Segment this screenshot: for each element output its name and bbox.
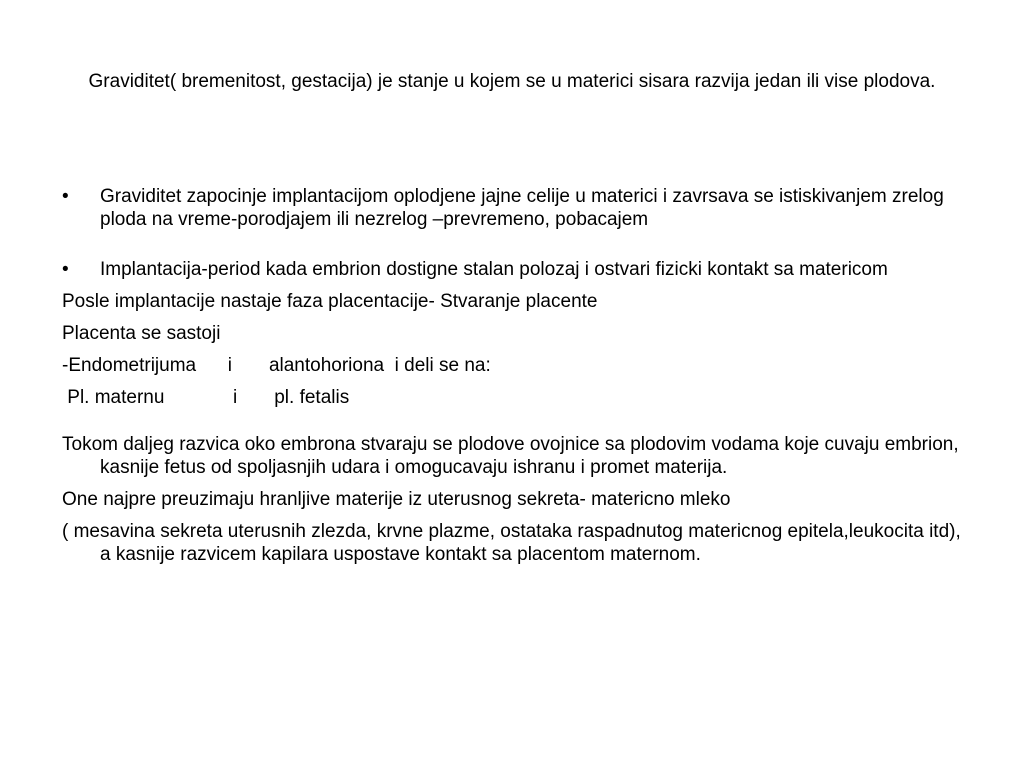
paragraph-matericno-mleko: One najpre preuzimaju hranljive materije iz uterusnog sekreta- matericno mleko [62,489,731,510]
bullet-icon: • [62,259,69,280]
paragraph-placentacija: Posle implantacije nastaje faza placentacije- Stvaranje placente [62,291,598,312]
paragraph-pl-materna: Pl. maternu i pl. fetalis [62,387,350,408]
slide-title: Graviditet( bremenitost, gestacija) je stanje u kojem se u materici sisara razvija jedan ili vise plodova. [88,71,936,92]
bullet-item-graviditet [62,185,962,231]
bullet-item-implantacija [62,258,962,281]
paragraph-placenta-sastoji: Placenta se sastoji [62,323,221,344]
bullet-text: Implantacija-period kada embrion dostigne stalan polozaj i ostvari fizicki kontakt sa matericom [100,259,888,280]
bullet-icon: • [62,186,69,207]
paragraph-endometrijum: -Endometrijuma i alantohoriona i deli se na: [62,355,491,376]
paragraph-tokom-razvica: Tokom daljeg razvica oko embrona stvaraju se plodove ovojnice sa plodovim vodama koje cuvaju embrion, kasnije fetus od spoljasnjih udara i omogucavaju ishranu i promet materija. [62,434,959,478]
bullet-text: Graviditet zapocinje implantacijom oplodjene jajne celije u materici i zavrsava se istiskivanjem zrelog ploda na vreme-porodjajem ili nezrelog –prevremeno, pobacajem [100,186,944,230]
slide-body [62,185,962,566]
paragraph-mesavina: ( mesavina sekreta uterusnih zlezda, krvne plazme, ostataka raspadnutog matericnog epitela,leukocita itd), a kasnije razvicem kapilara uspostave kontakt sa placentom maternom. [62,521,961,565]
